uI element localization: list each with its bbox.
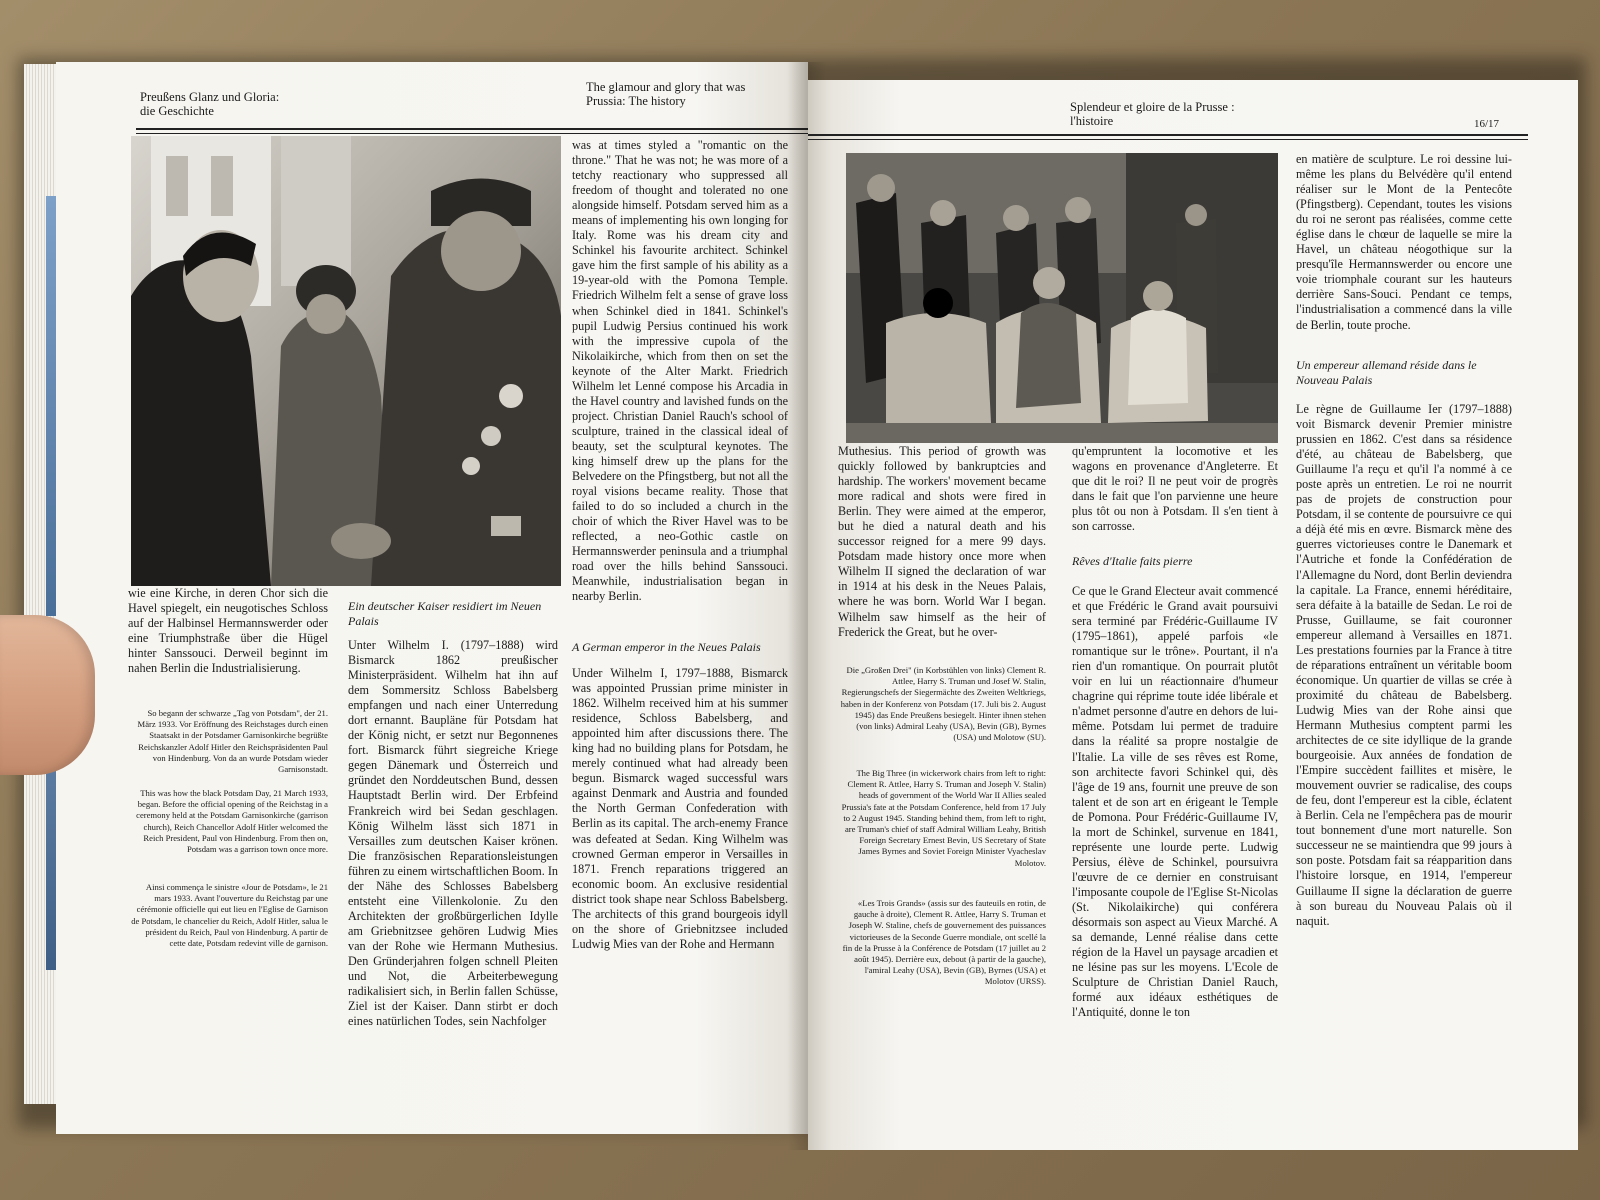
header-rule xyxy=(136,133,808,134)
body-text-german-2: Unter Wilhelm I. (1797–1888) wird Bismarck 1862 preußischer Ministerpräsident. Wilhelm hat ihn auf dem Sommersitz Schloss Babelsberg empfangen und nach einer Unterredung dort ernannt. Baupläne für Potsdam hat der König nicht, er setzt nur Begonnenes fort. Bismarck führt siegreiche Kriege gegen Dänemark und Österreich und gründet den Norddeutschen Bund, dessen Hauptstadt Berlin wird. Der Erbfeind Frankreich wird bei Sedan geschlagen. König Wilhelm lässt sich 1871 in Versailles zum deutschen Kaiser krönen. Die französischen Reparationsleistungen führen zu einem wirtschaftlichen Boom. In der Nähe des Schlosses Babelsberg entsteht eine Villenkolonie. Zu den Architekten der großbürgerlichen Idylle am Griebnitzsee gehören Ludwig Mies van der Rohe wie Hermann Muthesius. Den Gründerjahren folgen schnell Pleiten und Not, die Arbeiterbewegung radikalisiert sich, in Berlin fallen Schüsse, Ziel ist der Kaiser. Dann stirbt er doch eines natürlichen Todes, sein Nachfolger xyxy=(348,638,558,1029)
subheading-german: Ein deutscher Kaiser residiert im Neuen Palais xyxy=(348,599,542,628)
photo-caption-german: Die „Großen Drei" (in Korbstühlen von links) Clement R. Attlee, Harry S. Truman und Josef W. Stalin, Regierungschefs der Siegermächte des Zweiten Weltkriegs, haben in der Konferenz von Potsdam (17. Juli bis 2. August 1945) das Ende Preußens besiegelt. Hinter ihnen stehen (von links) Admiral Leahy (USA), Bevin (GB), Byrnes (USA) und Molotow (SU). xyxy=(840,665,1046,743)
header-line: The glamour and glory that was xyxy=(586,80,746,94)
body-text-english-2: Under Wilhelm I, 1797–1888, Bismarck was appointed Prussian prime minister in 1862. Wilhelm received him at his summer residence, Schloss Babelsberg, and appointed him after discussions there. The king had no building plans for Potsdam, he merely continued what had already been begun. Bismarck waged successful wars against Denmark and Austria and founded the North German Confederation with Berlin as its capital. The arch-enemy France was defeated at Sedan. King Wilhelm was crowned German emperor in Versailles in 1871. French reparations triggered an economic boom. An exclusive residential district took shape near Schloss Babelsberg. The architects of this grand bourgeois idyll on the shore of Griebnitzsee included Ludwig Mies van der Rohe and Hermann xyxy=(572,666,788,951)
header-rule xyxy=(136,128,808,130)
header-german xyxy=(140,90,279,118)
body-text-french-1: qu'empruntent la locomotive et les wagons en provenance d'Angleterre. Et que dit le roi? Il ne peut voir de progrès dans le fait que l'on parvienne une heure plus tôt ou non à Potsdam. Il s'en tient à son carrosse. xyxy=(1072,444,1278,534)
body-text-english-3: Muthesius. This period of growth was quickly followed by bankruptcies and hardship. The workers' movement became more radical and shots were fired in Berlin. They were aimed at the emperor, but he died a natural death and his successor reigned for a mere 99 days. Potsdam made history once more when Wilhelm II signed the declaration of war in 1914 at his desk in the Neues Palais, where he was born. World War I began. Wilhelm saw himself as the heir of Frederick the Great, but he over- xyxy=(838,444,1046,639)
body-text-french-3: en matière de sculpture. Le roi dessine lui-même les plans du Belvédère qu'il entend réaliser sur le Mont de la Pentecôte (Pfingstberg). Cependant, toutes les visions du roi ne seront pas réalisées, comme cette église dans le chœur de laquelle se mire la Havel, un château néogothique sur la presqu'île Hermannswerder ou encore une voie triomphale courant sur les hauteurs derrière Sans-Souci. Pendant ce temps, l'industrialisation a commencé dans la ville de Berlin, toute proche. xyxy=(1296,152,1512,332)
subheading-french: Rêves d'Italie faits pierre xyxy=(1072,554,1193,568)
photo-caption-french: «Les Trois Grands» (assis sur des fauteuils en rotin, de gauche à droite), Clement R. Attlee, Harry S. Truman et Joseph W. Staline, chefs de gouvernement des puissances victorieuses de la Seconde Guerre mondiale, ont scellé la fin de la Prusse à la Conférence de Potsdam (17 juillet au 2 août 1945). Derrière eux, debout (à partir de la gauche), l'amiral Leahy (USA), Bevin (GB), Byrnes (USA) et Molotov (URSS). xyxy=(842,898,1046,987)
photo-caption-french: Ainsi commença le sinistre «Jour de Potsdam», le 21 mars 1933. Avant l'ouverture du Reichstag par une cérémonie officielle qui eut lieu en l'Eglise de Garnison de Potsdam, le chancelier du Reich, Adolf Hitler, salua le président du Reich, Paul von Hindenburg. A partir de cette date, Potsdam redevint ville de garnison. xyxy=(131,882,328,949)
photo-caption-english: The Big Three (in wickerwork chairs from left to right: Clement R. Attlee, Harry S. Truman and Joseph V. Stalin) heads of government of the World War II Allies sealed Prussia's fate at the Potsdam Conference, held from 17 July to 2 August 1945. Standing behind them, from left to right, are Truman's chief of staff Admiral William Leahy, British Foreign Secretary Ernest Bevin, US Secretary of State James Byrnes and Soviet Foreign Minister Vyacheslav Molotov. xyxy=(841,768,1046,868)
header-english xyxy=(586,80,745,108)
right-page xyxy=(808,80,1578,1150)
reader-thumb xyxy=(0,615,95,775)
header-line: l'histoire xyxy=(1070,114,1114,128)
left-page xyxy=(56,62,808,1134)
body-text-german-1: wie eine Kirche, in deren Chor sich die Havel spiegelt, ein neugotisches Schloss auf der Halbinsel Hermannswerder oder eine Triumphstraße über die Hügel hinter Sanssouci. Derweil beginnt im nahen Berlin die Industrialisierung. xyxy=(128,586,328,676)
body-text-french-4: Le règne de Guillaume Ier (1797–1888) voit Bismarck devenir Premier ministre prussien en 1862. C'est dans sa résidence d'été, au château de Babelsberg, que Guillaume l'a reçu et qu'il l'a nommé à ce poste après un entretien. Le roi ne nourrit pas de projets de construction pour Potsdam, il se contente de poursuivre ce qui a déjà été mis en œvre. Bismarck mène des guerres victorieuses contre le Danemark et l'Autriche et fonde la Confédération de l'Allemagne du Nord, dont Berlin deviendra la capitale. La France, ennemi héréditaire, sera défaite à la bataille de Sedan. Le roi de Prusse, Guillaume, se fait couronner empereur allemand à Versailles en 1871. Les prestations fournies par la France à titre de réparations entraînent un véritable boom économique. Un quartier de villas se crée à proximité du château de Babelsberg. Ludwig Mies van der Rohe ainsi que Hermann Muthesius comptent parmi les architectes de ce site idyllique de la grande bourgeoisie. Aux années de fondation de l'Empire succèdent faillites et misère, le mouvement ouvrier se radicalise, des coups de feu, dont l'empereur est la cible, éclatent à Berlin. Cela ne l'empêchera pas de mourir tout bonnement d'une mort naturelle. Son successeur ne se maintiendra que 99 jours à son poste. Potsdam fait sa réapparition dans l'histoire lorsque, en 1914, l'empereur Guillaume II signe la déclaration de guerre à son bureau du Nouveau Palais où il naquit. xyxy=(1296,402,1512,928)
body-text-english-1: was at times styled a "romantic on the throne." That he was not; he was more of a tetchy reactionary who suppressed all freedom of thought and tolerated no one alongside himself. Potsdam served him as a means of implementing his own longing for Italy. Rome was his dream city and Schinkel his favourite architect. Schinkel gave him the first sample of his ability as a 19-year-old with the Pomona Temple. Friedrich Wilhelm felt a sense of grave loss when Schinkel died in 1841. Schinkel's pupil Ludwig Persius continued his work with the impressive cupola of the Nikolaikirche, which from then on set the keynote of the Alter Markt. Friedrich Wilhelm let Lenné compose his Arcadia in the Havel country and lavished funds on the project. Christian Daniel Rauch's school of sculpture, trained in the classical ideal of beauty, set the sculptural keynotes. The king himself drew up the plans for the Belvedere on the Pfingstberg, but not all the royal visions became reality. Those that failed to do so included a church in the choir of which the River Havel was to be reflected, a neo-Gothic castle on Hermannswerder peninsula and a triumphal road over the hills behind Sanssouci. Meanwhile, industrialisation began in nearby Berlin. xyxy=(572,138,788,604)
subheading-english: A German emperor in the Neues Palais xyxy=(572,640,761,654)
body-text-french-2: Ce que le Grand Electeur avait commencé et que Frédéric le Grand avait poursuivi sera terminé par Frédéric-Guillaume IV (1795–1861), appelé parfois «le romantique sur le trône». Pourtant, il n'a rien d'un romantique. On pourrait plutôt voir en lui un réactionnaire d'humeur chagrine qui réprime toute idée libérale et n'admet personne d'autre en dehors de lui-même. Potsdam lui permet de traduire dans la réalité sa propre nostalgie de l'Italie. La ville de ses rêves est Rome, son architecte favori Schinkel qui, dès l'âge de 19 ans, fournit une preuve de son talent et de son art en érigeant le Temple de Pomona. Pour Frédéric-Guillaume IV, la mort de Schinkel, survenue en 1841, représente une lourde perte. Ludwig Persius, élève de Schinkel, poursuivra l'œuvre de ce dernier en construisant l'imposante coupole de l'Eglise St-Nicolas (St. Nikolaikirche) qui conférera désormais son aspect au Vieux Marché. A sa demande, Lenné réalise dans cette région de la Havel un paysage arcadien et ne lésine pas sur les moyens. L'Ecole de Sculpture de Christian Daniel Rauch, formé aux idéaux esthétiques de l'Antiquité, donne le ton xyxy=(1072,584,1278,1020)
header-line: Preußens Glanz und Gloria: xyxy=(140,90,280,104)
photo-potsdam-day-handshake xyxy=(131,136,561,586)
header-rule xyxy=(808,134,1528,136)
photo-caption-english: This was how the black Potsdam Day, 21 March 1933, began. Before the official opening of the Reichstag in a ceremony held at the Potsdam Garnisonkirche (garrison church), Reich Chancellor Adolf Hitler welcomed the Reich President, Paul von Hindenburg. From then on, Potsdam was a garrison town once more. xyxy=(136,788,328,855)
page-number: 16/17 xyxy=(1474,118,1500,130)
header-rule xyxy=(808,139,1528,140)
header-line: die Geschichte xyxy=(140,104,214,118)
header-line: Splendeur et gloire de la Prusse : xyxy=(1070,100,1235,114)
photo-potsdam-conference-big-three xyxy=(846,153,1278,443)
subheading-french: Un empereur allemand réside dans le Nouveau Palais xyxy=(1296,358,1477,387)
header-french xyxy=(1070,100,1235,128)
header-line: Prussia: The history xyxy=(586,94,686,108)
photo-caption-german: So begann der schwarze „Tag von Potsdam", der 21. März 1933. Vor Eröffnung des Reichstages durch einen Staatsakt in der Potsdamer Garnisonkirche begrüßte Reichskanzler Adolf Hitler den Reichspräsidenten Paul von Hindenburg. Von da an wurde Potsdam wieder Garnisonstadt. xyxy=(137,708,328,775)
